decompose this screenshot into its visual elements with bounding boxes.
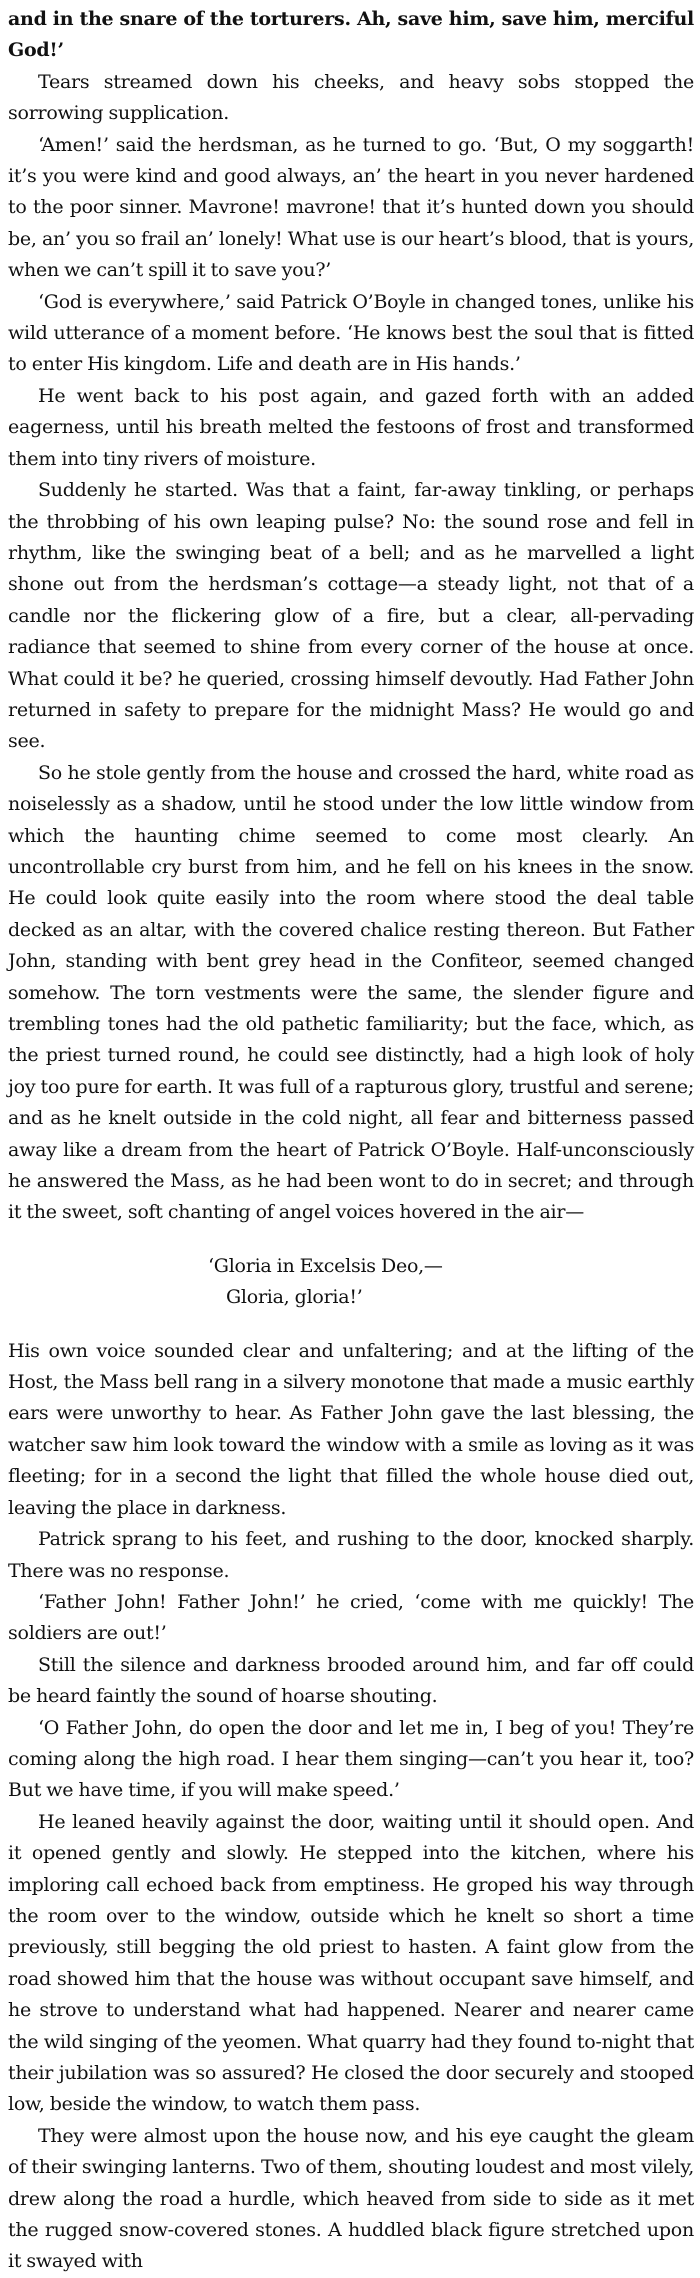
paragraph: ‘O Father John, do open the door and let me in, I beg of you! They’re coming along the high road. I hear them singing—can’t you hear it, too? But we have time, if you will make speed.’ xyxy=(8,1716,694,1802)
paragraph: ‘Father John! Father John!’ he cried, ‘come with me quickly! The soldiers are out!’ xyxy=(8,1590,694,1645)
paragraph: ‘God is everywhere,’ said Patrick O’Boyle in changed tones, unlike his wild utterance of a moment before. ‘He knows best the soul that is fitted to enter His kingdom. Life and death are in His hands.’ xyxy=(8,290,694,376)
paragraph: He went back to his post again, and gazed forth with an added eagerness, until his breath melted the festoons of frost and transformed them into tiny rivers of moisture. xyxy=(8,384,694,470)
paragraph: Patrick sprang to his feet, and rushing to the door, knocked sharply. There was no response. xyxy=(8,1528,694,1582)
paragraph: They were almost upon the house now, and his eye caught the gleam of their swinging lanterns. Two of them, shouting loudest and most vilely, drew along the road a hurdle, which heaved from side to side as it met the rugged snow-covered stones. A huddled black figure stretched upon it swayed with xyxy=(8,2124,694,2273)
paragraph: His own voice sounded clear and unfaltering; and at the lifting of the Host, the Mass bell rang in a silvery monotone that made a music earthly ears were unworthy to hear. As Father John gave the last blessing, the watcher saw him look toward the window with a smile as loving as it was fleeting; for in a second the light that filled the whole house died out, leaving the place in darkness. xyxy=(8,1339,694,1519)
paragraph: ‘Amen!’ said the herdsman, as he turned to go. ‘But, O my soggarth! it’s you were kind and good always, an’ the heart in you never hardened to the poor sinner. Mavrone! mavrone! that it’s hunted down you should be, an’ you so frail an’ lonely! What use is our heart’s blood, that is yours, when we can’t spill it to save you?’ xyxy=(8,133,694,282)
paragraph: Suddenly he started. Was that a faint, far-away tinkling, or perhaps the throbbing of his own leaping pulse? No: the sound rose and fell in rhythm, like the swinging beat of a bell; and as he marvelled a light shone out from the herdsman’s cottage—a steady light, not that of a candle nor the flickering glow of a fire, but a clear, all-pervading radiance that seemed to shine from every corner of the house at once. What could it be? he queried, crossing himself devoutly. Had Father John returned in safety to prepare for the midnight Mass? He would go and see. xyxy=(8,479,694,753)
verse-line: Gloria, gloria!’ xyxy=(226,1286,363,1309)
paragraph: Tears streamed down his cheeks, and heavy sobs stopped the sorrowing supplication. xyxy=(8,70,694,125)
paragraph-continuation: and in the snare of the torturers. Ah, save him, save him, merciful God!’ xyxy=(8,8,694,62)
verse-quote xyxy=(8,1251,694,1314)
paragraph: Still the silence and darkness brooded around him, and far off could be heard faintly the sound of hoarse shouting. xyxy=(8,1653,694,1708)
verse-line: ‘Gloria in Excelsis Deo,— xyxy=(208,1254,443,1277)
paragraph: He leaned heavily against the door, waiting until it should open. And it opened gently and slowly. He stepped into the kitchen, where his imploring call echoed back from emptiness. He groped his way through the room over to the window, outside which he knelt so short a time previously, still begging the old priest to hasten. A faint glow from the road showed him that the house was without occupant save himself, and he strove to understand what had happened. Nearer and nearer came the wild singing of the yeomen. What quarry had they found to-night that their jubilation was so assured? He closed the door securely and stooped low, beside the window, to watch them pass. xyxy=(8,1810,694,2116)
paragraph: So he stole gently from the house and crossed the hard, white road as noiselessly as a shadow, until he stood under the low little window from which the haunting chime seemed to come most clearly. An uncontrollable cry burst from him, and he fell on his knees in the snow. He could look quite easily into the room where stood the deal table decked as an altar, with the covered chalice resting thereon. But Father John, standing with bent grey head in the Confiteor, seemed changed somehow. The torn vestments were the same, the slender figure and trembling tones had the old pathetic familiarity; but the face, which, as the priest turned round, he could see distinctly, had a high look of holy joy too pure for earth. It was full of a rapturous glory, trustful and serene; and as he knelt outside in the cold night, all fear and bitterness passed away like a dream from the heart of Patrick O’Boyle. Half-unconsciously he answered the Mass, as he had been wont to do in secret; and through it the sweet, soft chanting of angel voices hovered in the air— xyxy=(8,761,694,1224)
